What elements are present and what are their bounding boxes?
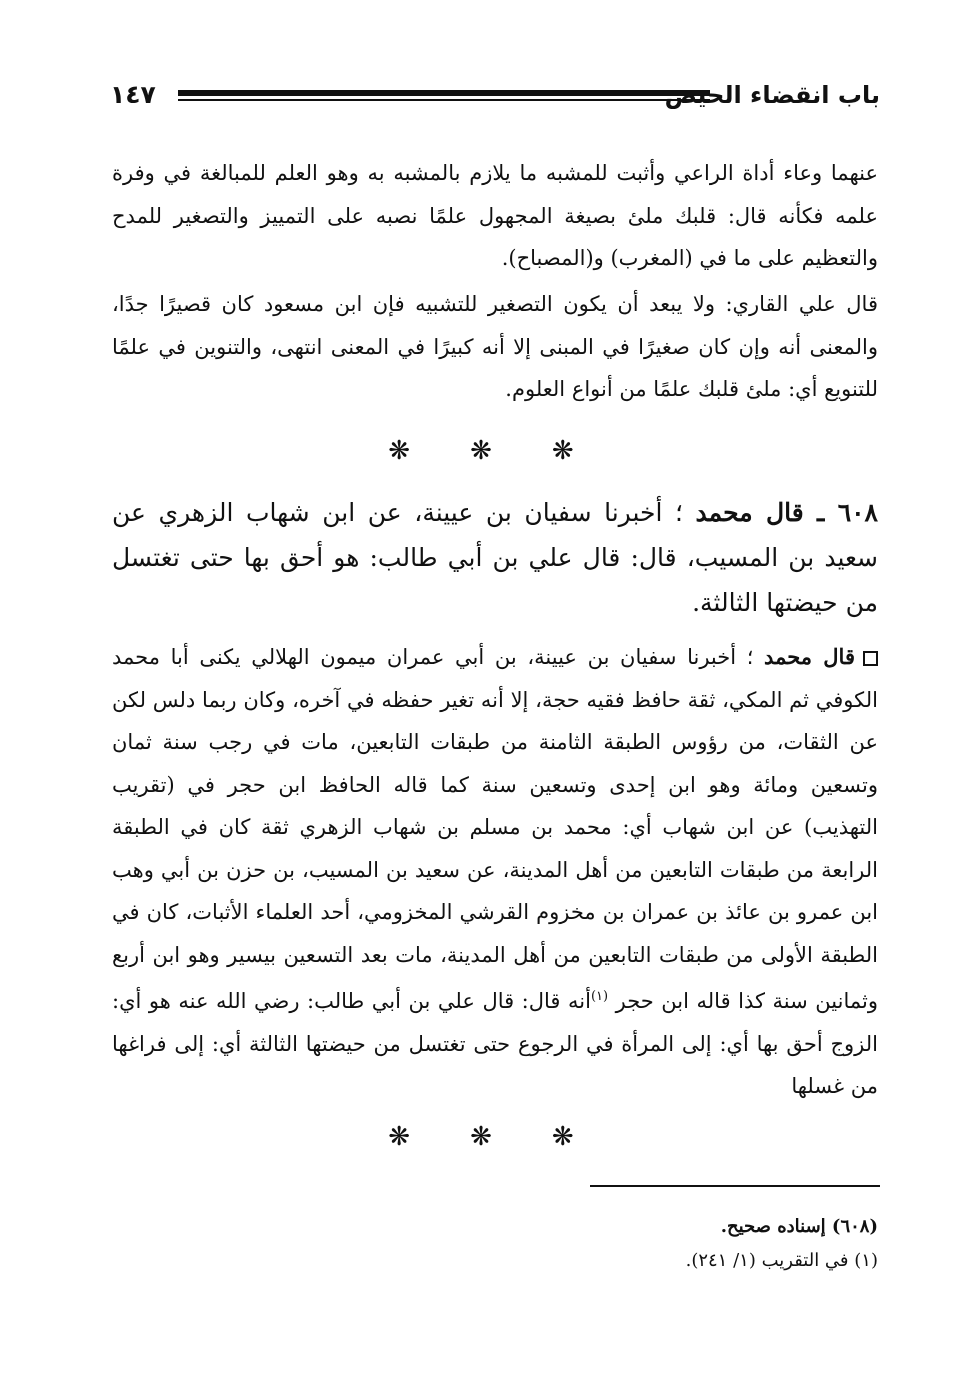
hadith-block (112, 490, 878, 625)
commentary-block-2 (112, 283, 878, 411)
hadith-number-lead: ٦٠٨ ـ قال محمد (695, 498, 878, 527)
paragraph-1: عنهما وعاء أداة الراعي وأثبت للمشبه ما يلازم بالمشبه به وهو العلم للمبالغة في وفرة علمه فكأنه قال: قلبك ملئ بصيغة المجهول علمًا نصبه على التمييز والتصغير للمدح والتعظيم على ما في (المغرب) و(المصباح). (112, 161, 878, 270)
footnote-2: (١) في التقريب (١/ ٢٤١). (685, 1250, 878, 1271)
comment-text-1: ؛ أخبرنا سفيان بن عيينة، بن أبي عمران ميمون الهلالي يكنى أبا محمد الكوفي ثم المكي، ثقة حافظ فقيه حجة، إلا أنه تغير حفظه في آخره، وكان ربما دلس لكن عن الثقات، من رؤوس الطبقة الثامنة من طبقات التابعين، مات في رجب سنة ثمان وتسعين ومائة وهو ابن إحدى وتسعين سنة كما قاله الحافظ ابن حجر في (تقريب التهذيب) عن ابن شهاب أي: محمد بن مسلم بن شهاب الزهري ثقة كان في الطبقة الرابعة من طبقات التابعين من أهل المدينة، عن سعيد بن المسيب، بن حزن بن أبي وهب ابن عمرو بن عائذ بن عمران بن مخزوم القرشي المخزومي، أحد العلماء الأثبات، كان في الطبقة الأولى من طبقات التابعين من أهل المدينة، مات بعد التسعين بيسير وهو ابن أربع وثمانين سنة كذا قاله ابن حجر (112, 645, 878, 1013)
chapter-title: باب انقضاء الحيض (664, 81, 880, 109)
hadith-text: ؛ أخبرنا سفيان بن عيينة، عن ابن شهاب الزهري عن سعيد بن المسيب، قال: قال علي بن أبي طالب: هو أحق بها حتى تغتسل من حيضتها الثالثة. (112, 498, 878, 617)
comment-box-icon (863, 651, 878, 666)
header-rule (178, 90, 710, 101)
star-ornament: ❋ (388, 1122, 411, 1152)
footnote-1: (٦٠٨) إسناده صحيح. (720, 1216, 878, 1237)
page-header (110, 78, 880, 114)
section-separator-2 (0, 1122, 962, 1152)
page-number: ١٤٧ (110, 80, 156, 109)
hadith-paragraph (112, 490, 878, 625)
comment-text-2: أنه قال: قال علي بن أبي طالب: رضي الله عنه هو أي: الزوج أحق بها أي: إلى المرأة في الرجوع حتى تغتسل من حيضتها الثالثة أي: إلى فراغها من غسلها (112, 989, 878, 1098)
star-ornament: ❋ (470, 1122, 492, 1152)
star-ornament: ❋ (470, 436, 492, 466)
star-ornament: ❋ (551, 1122, 574, 1152)
comment-block (112, 636, 878, 1108)
star-ornament: ❋ (551, 436, 574, 466)
star-ornament: ❋ (388, 436, 411, 466)
comment-lead: قال محمد (764, 644, 855, 669)
commentary-block-1 (112, 152, 878, 280)
footnote-marker: (١) (590, 989, 609, 1004)
footnote-divider (590, 1185, 880, 1187)
section-separator-1 (0, 436, 962, 466)
footnotes (112, 1210, 878, 1278)
paragraph-2: قال علي القاري: ولا يبعد أن يكون التصغير للتشبيه فإن ابن مسعود كان قصيرًا جدًا، والمعنى أنه وإن كان صغيرًا في المبنى إلا أنه كبيرًا في المعنى انتهى، والتنوين في علمًا للتنويع أي: ملئ قلبك علمًا من أنواع العلوم. (112, 292, 878, 401)
comment-paragraph (112, 636, 878, 1108)
